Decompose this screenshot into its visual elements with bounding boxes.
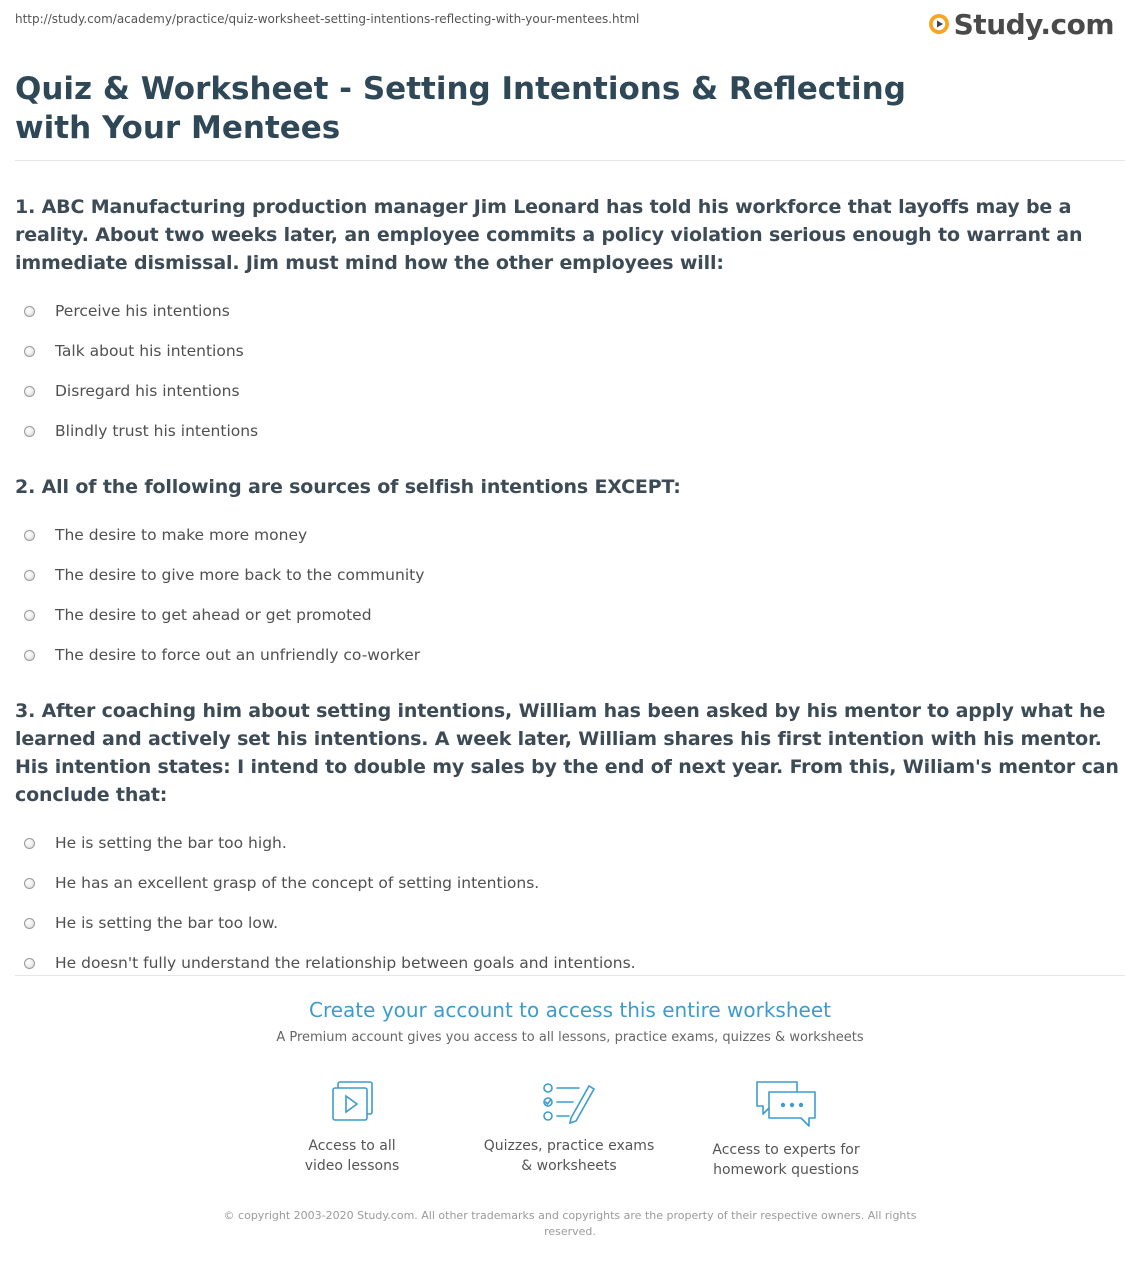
chat-bubbles-icon [753, 1078, 819, 1132]
answer-option[interactable] [15, 635, 1125, 675]
divider [15, 160, 1125, 161]
question-2 [15, 473, 1125, 675]
question-1 [15, 193, 1125, 451]
top-bar [0, 0, 1140, 50]
cta-subtitle: A Premium account gives you access to all lessons, practice exams, quizzes & worksheets [276, 1030, 864, 1045]
feature-quizzes [479, 1078, 659, 1176]
answer-label: The desire to make more money [55, 526, 308, 544]
feature-label: Quizzes, practice exams & worksheets [483, 1138, 655, 1174]
radio-button[interactable] [24, 386, 35, 397]
question-text: 2. All of the following are sources of selfish intentions EXCEPT: [15, 476, 681, 498]
divider [15, 975, 1125, 976]
answer-option[interactable] [15, 515, 1125, 555]
study-logo[interactable] [928, 4, 1114, 44]
quiz-checklist-icon [539, 1078, 599, 1128]
answer-label: He is setting the bar too low. [55, 914, 279, 932]
answer-label: The desire to force out an unfriendly co-worker [55, 646, 421, 664]
answer-option[interactable] [15, 903, 1125, 943]
answer-label: Disregard his intentions [55, 382, 240, 400]
radio-button[interactable] [24, 306, 35, 317]
answer-label: He doesn't fully understand the relationship between goals and intentions. [55, 954, 636, 972]
radio-button[interactable] [24, 570, 35, 581]
signup-cta [0, 998, 1140, 1045]
page-title: Quiz & Worksheet - Setting Intentions & Reflecting with Your Mentees [15, 71, 906, 146]
radio-button[interactable] [24, 878, 35, 889]
question-text: 1. ABC Manufacturing production manager Jim Leonard has told his workforce that layoffs may be a reality. About two weeks later, an employee commits a policy violation serious enough to warrant an immediate dismissal. Jim must mind how the other employees will: [15, 196, 1083, 274]
answer-options [15, 291, 1125, 451]
answer-label: Blindly trust his intentions [55, 422, 259, 440]
radio-button[interactable] [24, 958, 35, 969]
question-3 [15, 697, 1125, 983]
answer-option[interactable] [15, 863, 1125, 903]
answer-label: He is setting the bar too high. [55, 834, 287, 852]
answer-option[interactable] [15, 331, 1125, 371]
feature-label: Access to all video lessons [304, 1138, 400, 1174]
question-text: 3. After coaching him about setting intentions, William has been asked by his mentor to apply what he learned and actively set his intentions. A week later, William shares his first intention with his mentor. His intention states: I intend to double my sales by the end of next year. From this, Wiliam's mentor can conclude that: [15, 700, 1119, 806]
answer-options [15, 823, 1125, 983]
radio-button[interactable] [24, 918, 35, 929]
logo-text: Study.com [953, 7, 1114, 41]
radio-button[interactable] [24, 650, 35, 661]
feature-experts [696, 1078, 876, 1180]
answer-label: The desire to give more back to the community [55, 566, 425, 584]
cta-title[interactable]: Create your account to access this entire worksheet [309, 998, 831, 1022]
answer-label: Talk about his intentions [55, 342, 244, 360]
answer-option[interactable] [15, 943, 1125, 983]
answer-option[interactable] [15, 555, 1125, 595]
radio-button[interactable] [24, 530, 35, 541]
answer-option[interactable] [15, 595, 1125, 635]
answer-option[interactable] [15, 411, 1125, 451]
answer-option[interactable] [15, 823, 1125, 863]
answer-label: Perceive his intentions [55, 302, 230, 320]
radio-button[interactable] [24, 838, 35, 849]
video-lessons-icon [322, 1078, 382, 1128]
answer-option[interactable] [15, 371, 1125, 411]
feature-label: Access to experts for homework questions [712, 1142, 860, 1178]
page-url: http://study.com/academy/practice/quiz-worksheet-setting-intentions-reflecting-with-your-mentees.html [15, 12, 640, 26]
answer-options [15, 515, 1125, 675]
radio-button[interactable] [24, 346, 35, 357]
footer-copyright: © copyright 2003-2020 Study.com. All other trademarks and copyrights are the property of their respective owners. All rights reserved. [223, 1209, 917, 1238]
answer-label: He has an excellent grasp of the concept of setting intentions. [55, 874, 540, 892]
radio-button[interactable] [24, 426, 35, 437]
radio-button[interactable] [24, 610, 35, 621]
answer-option[interactable] [15, 291, 1125, 331]
feature-video-lessons [262, 1078, 442, 1176]
answer-label: The desire to get ahead or get promoted [55, 606, 372, 624]
play-logo-icon [928, 13, 950, 35]
